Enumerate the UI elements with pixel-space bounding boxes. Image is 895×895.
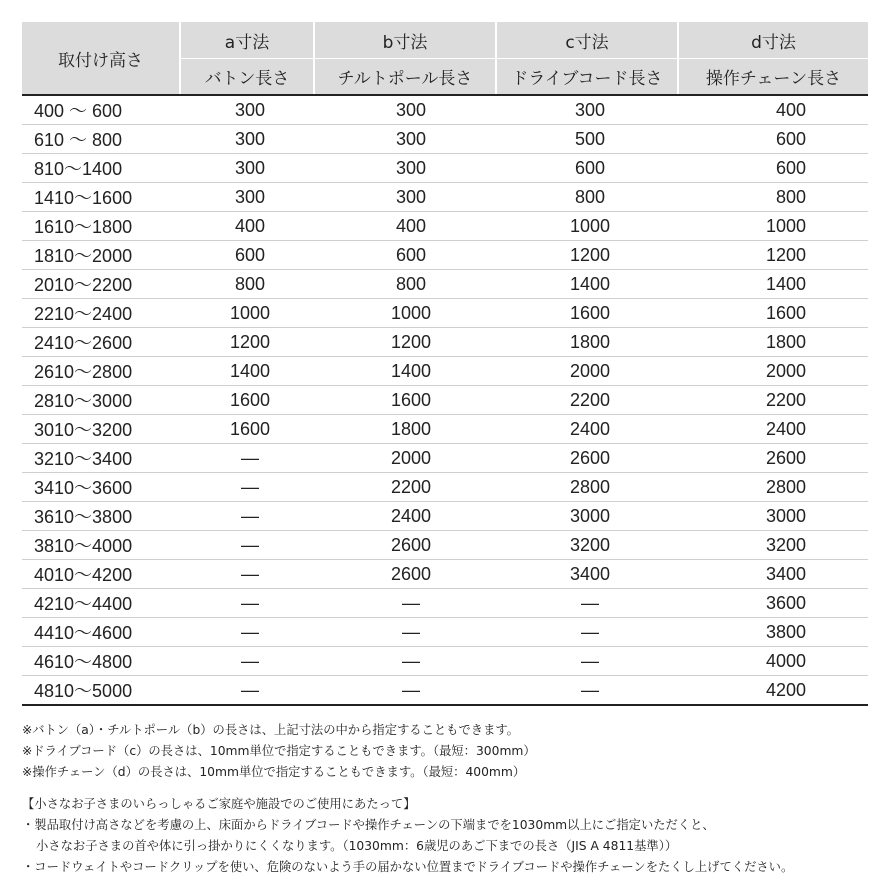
cell-drive-cord-length: —: [496, 647, 678, 676]
cell-drive-cord-length: —: [496, 589, 678, 618]
cell-baton-length: 300: [180, 183, 314, 212]
cell-drive-cord-length: 1800: [496, 328, 678, 357]
cell-drive-cord-length: 2400: [496, 415, 678, 444]
spec-sheet: [22, 22, 868, 878]
cell-chain-length: 2600: [678, 444, 868, 473]
cell-chain-length: 4200: [678, 676, 868, 706]
cell-tilt-pole-length: 800: [314, 270, 496, 299]
note-drive-cord: ※ドライブコード（c）の長さは、10mm単位で指定することもできます。（最短：300mm）: [22, 744, 536, 758]
table-row: [22, 618, 868, 647]
cell-tilt-pole-length: 400: [314, 212, 496, 241]
table-row: [22, 502, 868, 531]
cell-baton-length: —: [180, 560, 314, 589]
header-chain-length: 操作チェーン長さ: [678, 59, 868, 96]
cell-tilt-pole-length: 600: [314, 241, 496, 270]
cell-tilt-pole-length: 300: [314, 125, 496, 154]
cell-drive-cord-length: 1200: [496, 241, 678, 270]
cell-mount-height: 1810～2000: [22, 241, 180, 270]
cell-chain-length: 1800: [678, 328, 868, 357]
table-row: [22, 299, 868, 328]
cell-mount-height: 3610～3800: [22, 502, 180, 531]
cell-tilt-pole-length: 2200: [314, 473, 496, 502]
table-row: [22, 357, 868, 386]
cell-tilt-pole-length: 1400: [314, 357, 496, 386]
cell-drive-cord-length: —: [496, 676, 678, 706]
cell-chain-length: 1000: [678, 212, 868, 241]
child-safety-item-1-cont: 小さなお子さまの首や体に引っ掛かりにくくなります。（1030mm：6歳児のあご下までの長さ（JIS A 4811基準））: [36, 839, 678, 853]
header-b-dimension: b寸法: [314, 22, 496, 59]
table-row: [22, 95, 868, 125]
cell-chain-length: 400: [678, 95, 868, 125]
cell-drive-cord-length: 500: [496, 125, 678, 154]
header-baton-length: バトン長さ: [180, 59, 314, 96]
cell-chain-length: 2800: [678, 473, 868, 502]
cell-tilt-pole-length: 1000: [314, 299, 496, 328]
cell-drive-cord-length: 1600: [496, 299, 678, 328]
cell-baton-length: —: [180, 473, 314, 502]
cell-tilt-pole-length: —: [314, 589, 496, 618]
cell-mount-height: 3010～3200: [22, 415, 180, 444]
cell-chain-length: 3400: [678, 560, 868, 589]
cell-mount-height: 2410～2600: [22, 328, 180, 357]
header-c-dimension: c寸法: [496, 22, 678, 59]
cell-tilt-pole-length: —: [314, 618, 496, 647]
child-safety-item-2: ・コードウェイトやコードクリップを使い、危険のないよう手の届かない位置までドライブコードや操作チェーンをたくし上げてください。: [22, 860, 794, 874]
cell-drive-cord-length: 2000: [496, 357, 678, 386]
table-row: [22, 328, 868, 357]
table-row: [22, 154, 868, 183]
spec-table-body: [22, 95, 868, 705]
table-row: [22, 473, 868, 502]
cell-tilt-pole-length: 300: [314, 154, 496, 183]
cell-mount-height: 2010～2200: [22, 270, 180, 299]
cell-drive-cord-length: 3400: [496, 560, 678, 589]
cell-baton-length: —: [180, 589, 314, 618]
cell-drive-cord-length: —: [496, 618, 678, 647]
cell-mount-height: 3210～3400: [22, 444, 180, 473]
note-chain: ※操作チェーン（d）の長さは、10mm単位で指定することもできます。（最短：400mm）: [22, 765, 526, 779]
cell-mount-height: 4810～5000: [22, 676, 180, 706]
cell-chain-length: 1200: [678, 241, 868, 270]
cell-tilt-pole-length: 1600: [314, 386, 496, 415]
cell-tilt-pole-length: —: [314, 647, 496, 676]
header-row-dimension: [22, 22, 868, 59]
header-a-dimension: a寸法: [180, 22, 314, 59]
cell-baton-length: 600: [180, 241, 314, 270]
table-row: [22, 676, 868, 706]
cell-mount-height: 810～1400: [22, 154, 180, 183]
table-row: [22, 560, 868, 589]
cell-tilt-pole-length: 1200: [314, 328, 496, 357]
cell-chain-length: 1400: [678, 270, 868, 299]
table-row: [22, 270, 868, 299]
cell-chain-length: 4000: [678, 647, 868, 676]
cell-chain-length: 3800: [678, 618, 868, 647]
cell-tilt-pole-length: 1800: [314, 415, 496, 444]
cell-drive-cord-length: 600: [496, 154, 678, 183]
table-row: [22, 212, 868, 241]
cell-mount-height: 400 ～ 600: [22, 95, 180, 125]
cell-mount-height: 4010～4200: [22, 560, 180, 589]
cell-drive-cord-length: 2800: [496, 473, 678, 502]
cell-baton-length: 300: [180, 154, 314, 183]
header-tilt-pole-length: チルトポール長さ: [314, 59, 496, 96]
cell-drive-cord-length: 3000: [496, 502, 678, 531]
table-row: [22, 647, 868, 676]
cell-chain-length: 600: [678, 125, 868, 154]
table-row: [22, 415, 868, 444]
cell-baton-length: —: [180, 647, 314, 676]
cell-chain-length: 800: [678, 183, 868, 212]
cell-mount-height: 4210～4400: [22, 589, 180, 618]
cell-baton-length: 300: [180, 95, 314, 125]
cell-mount-height: 4410～4600: [22, 618, 180, 647]
cell-baton-length: 300: [180, 125, 314, 154]
header-mount-height: 取付け高さ: [22, 22, 180, 95]
cell-drive-cord-length: 1400: [496, 270, 678, 299]
cell-drive-cord-length: 2200: [496, 386, 678, 415]
cell-chain-length: 3000: [678, 502, 868, 531]
cell-drive-cord-length: 2600: [496, 444, 678, 473]
cell-tilt-pole-length: 2600: [314, 560, 496, 589]
cell-baton-length: —: [180, 502, 314, 531]
table-row: [22, 183, 868, 212]
cell-baton-length: —: [180, 618, 314, 647]
cell-chain-length: 1600: [678, 299, 868, 328]
cell-mount-height: 4610～4800: [22, 647, 180, 676]
cell-chain-length: 3600: [678, 589, 868, 618]
cell-baton-length: 1000: [180, 299, 314, 328]
cell-drive-cord-length: 300: [496, 95, 678, 125]
cell-tilt-pole-length: 300: [314, 183, 496, 212]
cell-baton-length: —: [180, 444, 314, 473]
cell-chain-length: 3200: [678, 531, 868, 560]
cell-mount-height: 610 ～ 800: [22, 125, 180, 154]
note-baton-tilt: ※バトン（a）・チルトポール（b）の長さは、上記寸法の中から指定することもできます。: [22, 723, 519, 737]
cell-drive-cord-length: 800: [496, 183, 678, 212]
cell-drive-cord-length: 1000: [496, 212, 678, 241]
cell-mount-height: 3810～4000: [22, 531, 180, 560]
cell-baton-length: 1200: [180, 328, 314, 357]
cell-mount-height: 1410～1600: [22, 183, 180, 212]
cell-baton-length: 800: [180, 270, 314, 299]
table-row: [22, 125, 868, 154]
cell-tilt-pole-length: 2000: [314, 444, 496, 473]
table-row: [22, 241, 868, 270]
header-drive-cord-length: ドライブコード長さ: [496, 59, 678, 96]
cell-chain-length: 2000: [678, 357, 868, 386]
cell-tilt-pole-length: 300: [314, 95, 496, 125]
cell-mount-height: 1610～1800: [22, 212, 180, 241]
cell-chain-length: 600: [678, 154, 868, 183]
cell-chain-length: 2200: [678, 386, 868, 415]
table-row: [22, 531, 868, 560]
table-row: [22, 444, 868, 473]
cell-tilt-pole-length: —: [314, 676, 496, 706]
table-row: [22, 386, 868, 415]
cell-tilt-pole-length: 2400: [314, 502, 496, 531]
cell-drive-cord-length: 3200: [496, 531, 678, 560]
table-row: [22, 589, 868, 618]
header-d-dimension: d寸法: [678, 22, 868, 59]
cell-tilt-pole-length: 2600: [314, 531, 496, 560]
length-spec-table: [22, 22, 868, 706]
cell-baton-length: 400: [180, 212, 314, 241]
cell-mount-height: 3410～3600: [22, 473, 180, 502]
child-safety-item-1: ・製品取付け高さなどを考慮の上、床面からドライブコードや操作チェーンの下端までを1030mm以上にご指定いただくと、: [22, 818, 715, 832]
cell-chain-length: 2400: [678, 415, 868, 444]
cell-baton-length: —: [180, 676, 314, 706]
cell-baton-length: 1400: [180, 357, 314, 386]
cell-mount-height: 2210～2400: [22, 299, 180, 328]
notes-section: [22, 720, 868, 878]
cell-baton-length: —: [180, 531, 314, 560]
cell-mount-height: 2610～2800: [22, 357, 180, 386]
cell-mount-height: 2810～3000: [22, 386, 180, 415]
child-safety-heading: 【小さなお子さまのいらっしゃるご家庭や施設でのご使用にあたって】: [22, 797, 416, 811]
cell-baton-length: 1600: [180, 386, 314, 415]
cell-baton-length: 1600: [180, 415, 314, 444]
